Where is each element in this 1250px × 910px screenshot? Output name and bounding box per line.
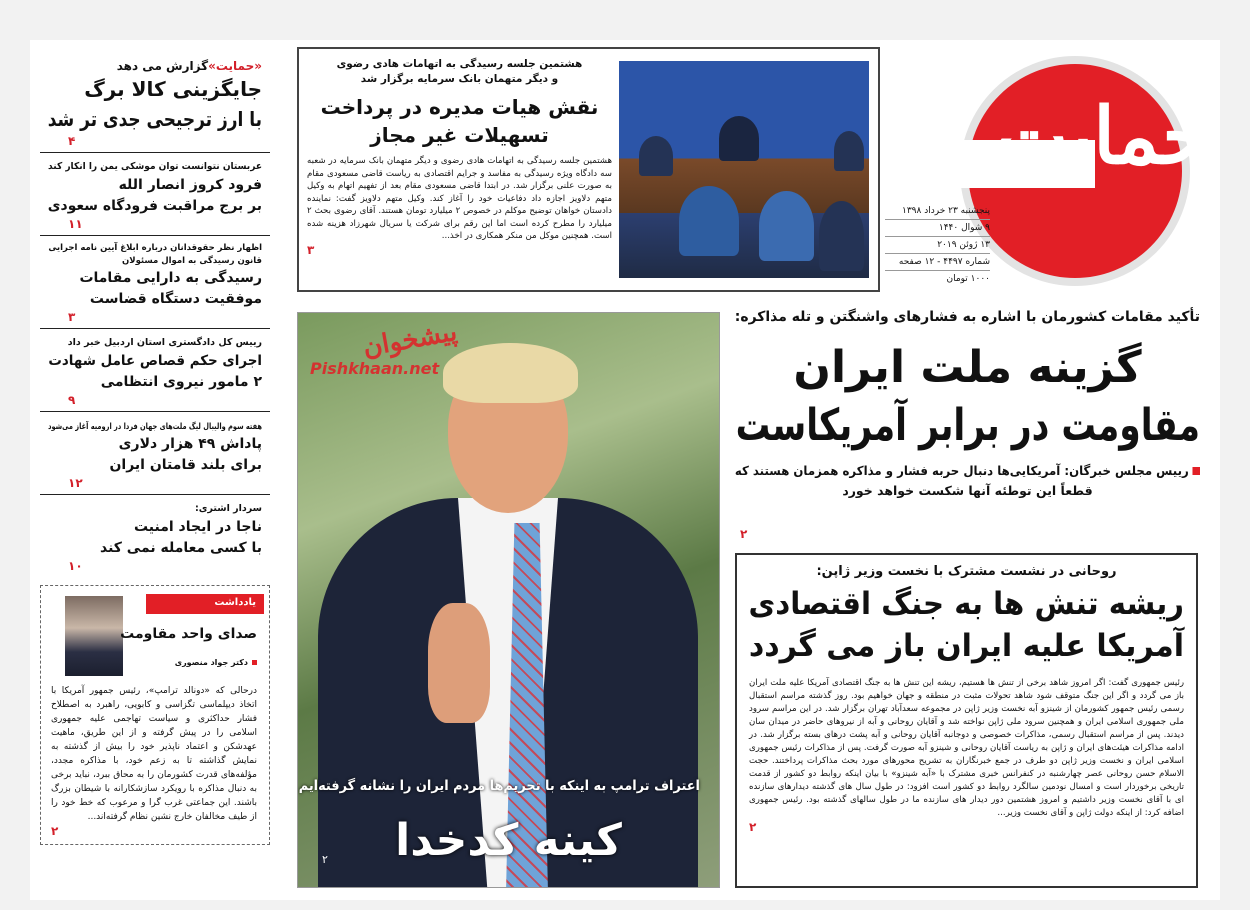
item-headline-2: بر برج مراقبت فرودگاه سعودی [47,198,262,214]
top-story-kicker: هشتمین جلسه رسیدگی به اتهامات هادی رضوی [336,58,583,70]
item-kicker: گزارش می دهد [116,59,209,73]
news-item[interactable] [40,153,270,236]
item-headline: رسیدگی به دارایی مقامات [79,270,262,286]
item-headline: فرود کروز انصار الله [118,177,262,193]
watermark-en: Pishkhaan.net [310,359,440,378]
item-kicker: رییس کل دادگستری استان اردبیل خبر داد [67,337,262,348]
note-author [175,658,257,667]
watermark [310,316,510,378]
note-body: درحالی که «دونالد ترامپ»، رئیس جمهور آمریکا با اتخاذ دیپلماسی تگزاسی و کابویی، راهبرد به اصطلاح فشار حداکثری و سیاست تهاجمی علیه جمهوری اسلامی را در پیش گرفته و از این طریق، ماهیت عهدشکن و اعتماد ناپذیر خود را بیش از گذشته به نمایش گذاشته تا به زعم خود، با مذاکره مجدد، مؤلفه‌های قدرت کشورمان را به محاق ببرد، نباید برخی به دنبال مذاکره با رویکرد سازشکارانه با شیطان بزرگ باشند. این جماعتی غرب گرا و مرعوب که خط خود را از طیف مخالفان خارج نشین نظام گرفته‌اند... [51,686,257,822]
left-column [40,50,270,890]
lead-story[interactable] [735,305,1200,543]
item-kicker: سردار اشتری: [194,503,262,514]
photo-headline: کینه کدخدا [395,815,622,866]
lead-sub-1: رییس مجلس خبرگان: آمریکایی‌ها دنبال حربه فشار و مذاکره همزمان هستند که [734,463,1189,478]
page-ref: ۲ [322,853,328,866]
item-headline-2: ۲ مامور نیروی انتظامی [100,374,262,390]
page-ref: ۴ [68,134,76,148]
box-story[interactable] [735,553,1198,888]
date-gregorian: ۱۳ ژوئن ۲۰۱۹ [885,237,990,254]
item-kicker: عربستان نتوانست توان موشکی یمن را انکار کند [48,161,262,172]
page-ref: ۲ [740,527,748,541]
brand-kicker: «حمایت» [208,59,262,73]
watermark-fa: پیشخوان [360,316,460,364]
top-story-text [307,57,612,257]
lead-subheading [734,461,1200,481]
page-ref: ۲ [749,820,757,834]
issue-info [885,203,990,287]
news-item[interactable] [40,495,270,577]
top-story-headline: نقش هیات مدیره در پرداخت [320,95,599,119]
lead-headline-2: مقاومت در برابر آمریکاست [735,400,1200,451]
box-kicker: روحانی در نشست مشترک با نخست وزیر ژاپن: [816,564,1117,579]
top-story[interactable] [297,47,880,292]
box-headline-2: آمریکا علیه ایران باز می گردد [748,628,1184,664]
price: ۱۰۰۰ تومان [946,274,990,284]
item-headline: اجرای حکم قصاص عامل شهادت [48,353,263,369]
news-item[interactable] [40,236,270,329]
item-headline: پاداش ۴۹ هزار دلاری [118,436,262,452]
top-story-body: هشتمین جلسه رسیدگی به اتهامات هادی رضوی و دیگر متهمان بانک سرمایه در شعبه سه دادگاه ویژه رسیدگی به مفاسد و جرایم اقتصادی به ریاست قاضی مسعودی مقام به صورت علنی برگزار شد. در ابتدا قاضی مسعودی مقام بعد از تفهیم اتهام به وکیل متهم دلاویز اجازه داد دفاعیات خود را آغاز کند. وکیل متهم دلاویز گفت: نماینده دادستان خواهان توضیح موکلم در خصوص ۲ میلیارد تومان هستند. آقای رضوی بحث ۲ میلیارد را مطرح کرده است اما این رقم برای شرکت یا سریال شهرزاد هزینه شده است. همچنین موکل من منکر همکاری در اخذ... [307,156,612,241]
box-headline: ریشه تنش ها به جنگ اقتصادی [748,586,1184,622]
top-story-kicker-2: و دیگر متهمان بانک سرمایه برگزار شد [360,73,559,85]
logo-text: حمایت [995,91,1211,182]
page-ref: ۳ [68,310,76,324]
hand-shape [428,603,490,723]
item-headline-2: با کسی معامله نمی کند [99,540,262,556]
item-headline: جایگزینی کالا برگ [84,77,262,101]
main-photo[interactable] [297,312,720,888]
top-story-headline-2: تسهیلات غیر مجاز [370,123,549,147]
news-item[interactable] [40,412,270,495]
item-kicker: هفته سوم والیبال لیگ ملت‌های جهان فردا در ارومیه آغاز می‌شود [48,421,262,431]
page-ref: ۱۲ [68,476,83,490]
author-photo [65,596,123,676]
photo-caption: اعتراف ترامپ به اینکه با تحریم‌ها مردم ایران را نشانه گرفته‌ایم [298,778,700,794]
date-persian: پنجشنبه ۲۳ خرداد ۱۳۹۸ [885,203,990,220]
page-ref: ۱۱ [68,217,83,231]
lead-kicker: تأکید مقامات کشورمان با اشاره به فشارهای واشنگتن و تله مذاکره: [734,309,1200,325]
court-photo [619,61,869,278]
item-headline-2: موفقیت دستگاه قضاست [89,291,262,307]
item-headline-2: برای بلند قامتان ایران [109,457,262,473]
box-body: رئیس جمهوری گفت: اگر امروز شاهد برخی از تنش ها هستیم، ریشه این تنش ها به جنگ اقتصادی آمریکا علیه ملت ایران باز می گردد و اگر این جنگ متوقف شود شاهد تحولات مثبت در منطقه و جهان خواهیم بود. روز گذشته مراسم استقبال رسمی رئیس جمهور کشورمان از شینزو آبه نخست وزیر ژاپن در مجموعه سعدآباد تهران برگزار شد. در این مراسم سرود ملی جمهوری اسلامی ایران و همچنین سرود ملی ژاپن نواخته شد و آقایان روحانی و آبه از نیروهای حاضر در میدان سان دیدند. پس از مراسم استقبال رسمی، مذاکرات خصوصی و دوجانبه آقایان روحانی و آبه پشت درهای بسته برگزار شد. در ادامه مذاکرات هیئت‌های ایران و ژاپن به ریاست آقایان روحانی و شینزو آبه صورت گرفت. پس از مذاکرات رئیس جمهوری اسلامی ایران و نخست وزیر ژاپن دو طرف در جمع خبرنگاران به تشریح محورهای مورد بحث مذاکرات پرداختند. حجت الاسلام حسن روحانی عصر چهارشنبه در کنفرانس خبری مشترک با «آبه شینزو» با بیان اینکه روابط دو کشور از قدمت تاریخی برخوردار است و امسال نودمین سالگرد روابط دو کشور است افزود: در طول سال های گذشته دیدارهای سازنده ای با آقای نخست وزیر داشتیم و امروز هشتمین دور دیدار های سازنده ما در طول سالهای گذشته بود. رئیس جمهوری اضافه کرد: از اینکه دولت ژاپن و آقای نخست وزیر... [749,678,1184,818]
page-ref: ۹ [68,393,76,407]
page-ref: ۱۰ [68,559,83,573]
date-hijri: ۹ شوال ۱۴۴۰ [885,220,990,237]
news-item[interactable] [40,50,270,153]
editorial-note[interactable] [40,585,270,845]
masthead [885,48,1211,293]
note-title: صدای واحد مقاومت [120,626,257,642]
news-item[interactable] [40,329,270,412]
item-kicker: اظهار نظر حقوقدانان درباره ابلاغ آیین نامه اجرایی قانون رسیدگی به اموال مسئولان [48,243,262,266]
item-headline-2: با ارز ترجیحی جدی تر شد [47,107,262,131]
page-ref: ۲ [51,824,59,838]
author-name: دکتر جواد منصوری [174,658,248,667]
page-ref: ۳ [307,242,315,257]
issue-number: شماره ۴۴۹۷ - ۱۲ صفحه [885,254,990,271]
note-tag: یادداشت [146,594,264,614]
item-headline: ناجا در ایجاد امنیت [133,519,262,535]
lead-sub-2: قطعاً این توطئه آنها شکست خواهد خورد [842,483,1093,498]
lead-headline: گزینه ملت ایران [793,342,1142,393]
